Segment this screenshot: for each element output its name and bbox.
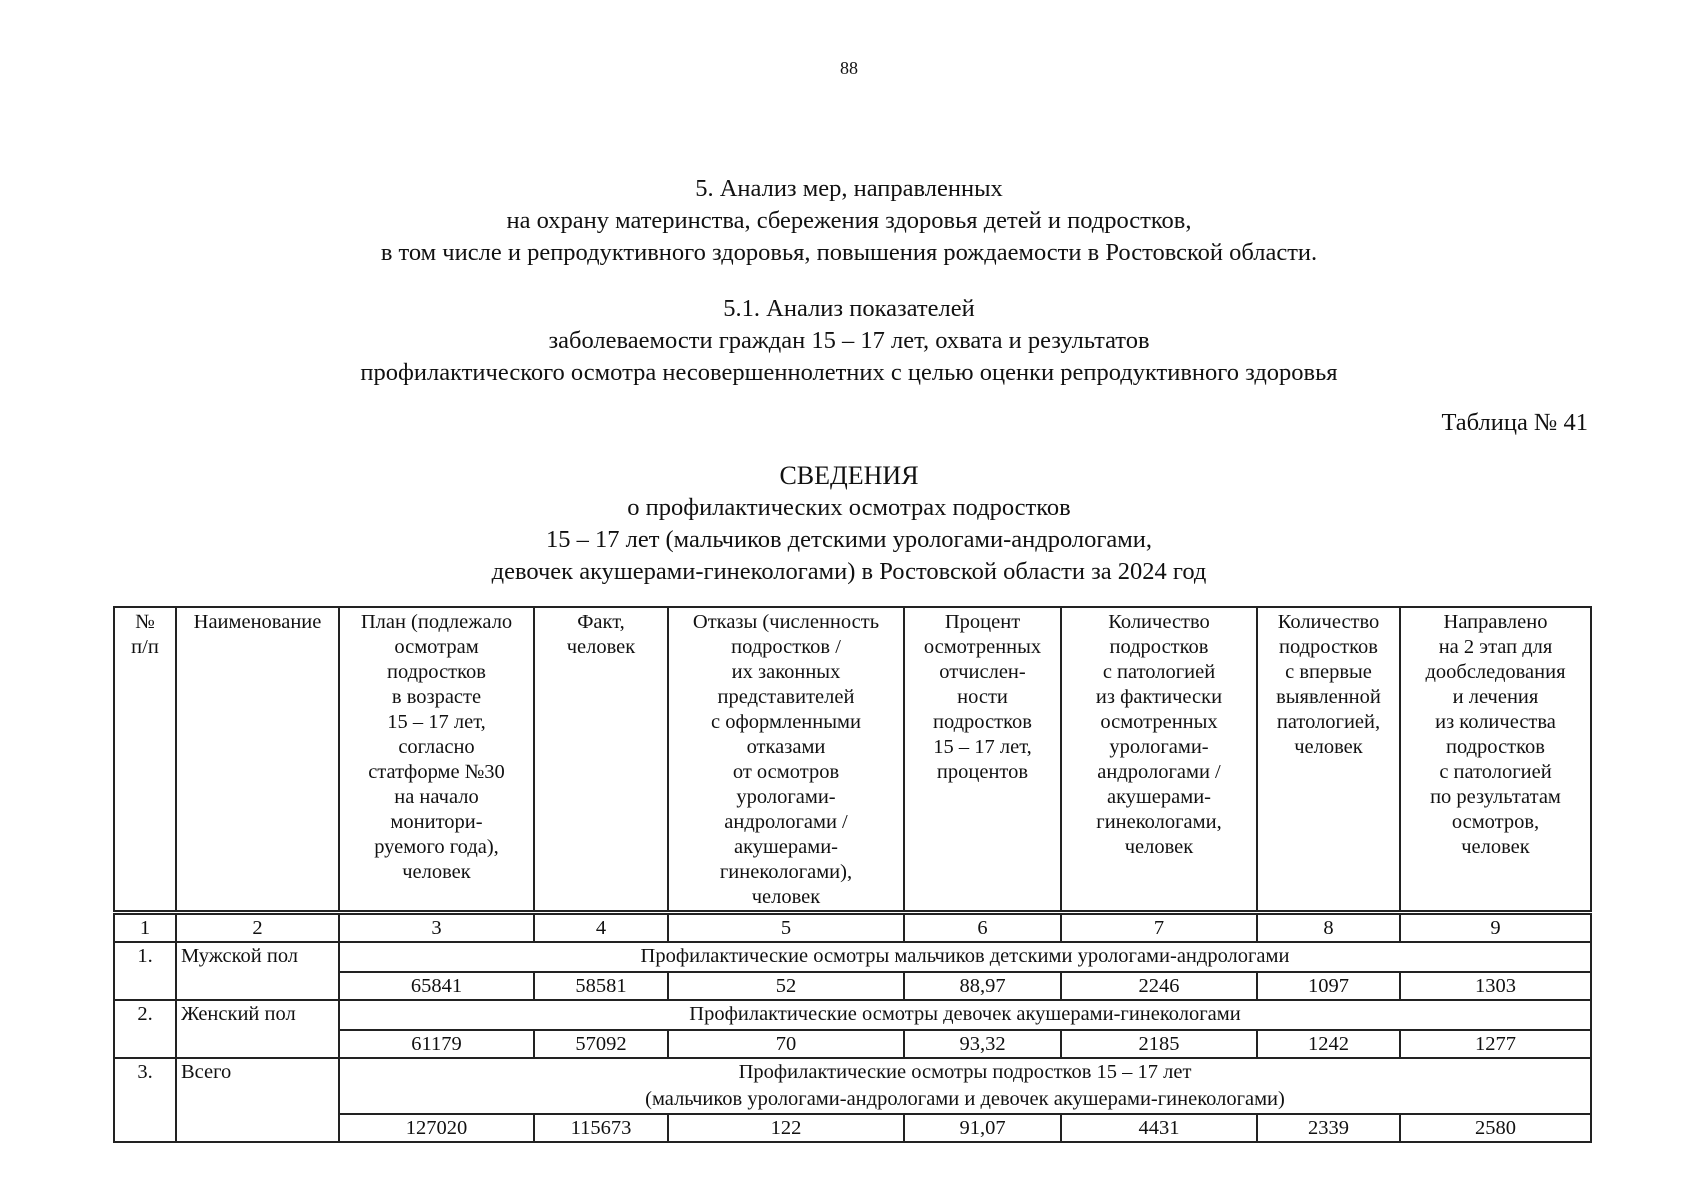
header-text: отказами: [746, 736, 826, 758]
section-title-cell: [339, 942, 1591, 972]
row-name-cell: Женский пол: [176, 1000, 339, 1058]
header-text: отчислен-: [939, 661, 1026, 683]
value-cell: 52: [668, 972, 904, 1000]
header-text: руемого года),: [374, 836, 499, 858]
header-text: урологами-: [736, 786, 836, 808]
value-cell: 70: [668, 1030, 904, 1058]
value-cell: 115673: [534, 1114, 668, 1142]
header-text: 15 – 17 лет,: [387, 711, 486, 733]
value-cell: 88,97: [904, 972, 1061, 1000]
header-text: гинекологами),: [719, 861, 853, 883]
header-text: с оформленными: [711, 711, 861, 733]
header-text: по результатам: [1430, 786, 1561, 808]
subsection-heading: [0, 293, 1698, 389]
header-text: Процент: [944, 611, 1021, 633]
header-text: из фактически: [1095, 686, 1223, 708]
header-cell: [114, 607, 176, 913]
header-text: человек: [1461, 836, 1530, 858]
value-cell: 2185: [1061, 1030, 1257, 1058]
header-text: подростков: [1109, 636, 1209, 658]
examinations-table: [113, 606, 1592, 1143]
row-number-cell: 3.: [114, 1058, 176, 1142]
page-number: 88: [840, 58, 858, 78]
column-number-cell: 8: [1257, 913, 1400, 943]
section-row: [114, 1058, 1591, 1114]
value-cell: 57092: [534, 1030, 668, 1058]
header-text: Количество: [1108, 611, 1210, 633]
header-text: человек: [1294, 736, 1363, 758]
table-label: Таблица № 41: [1441, 409, 1588, 436]
value-cell: 2339: [1257, 1114, 1400, 1142]
header-text: Факт,: [577, 611, 625, 633]
header-text: ности: [957, 686, 1008, 708]
header-text: подростков: [387, 661, 486, 683]
header-text: в возрасте: [391, 686, 482, 708]
header-cell: [668, 607, 904, 913]
header-text: №: [135, 611, 155, 633]
header-text: п/п: [131, 636, 159, 658]
value-cell: 1277: [1400, 1030, 1591, 1058]
header-cell: [534, 607, 668, 913]
header-text: согласно: [398, 736, 475, 758]
header-text: с патологией: [1102, 661, 1216, 683]
table-title-line: СВЕДЕНИЯ: [779, 461, 919, 490]
column-number-cell: 1: [114, 913, 176, 943]
header-text: осмотрам: [394, 636, 479, 658]
header-text: на начало: [394, 786, 479, 808]
header-text: осмотров,: [1451, 811, 1540, 833]
value-cell: 58581: [534, 972, 668, 1000]
header-text: с патологией: [1439, 761, 1552, 783]
column-number-cell: 5: [668, 913, 904, 943]
column-number-cell: 3: [339, 913, 534, 943]
heading-line: профилактического осмотра несовершеннолетних с целью оценки репродуктивного здоровья: [360, 359, 1338, 386]
row-name-cell: Мужской пол: [176, 942, 339, 1000]
header-text: из количества: [1435, 711, 1556, 733]
column-number-cell: 4: [534, 913, 668, 943]
column-number-cell: 7: [1061, 913, 1257, 943]
header-text: выявленной: [1276, 686, 1381, 708]
section-row: [114, 942, 1591, 972]
value-cell: 2246: [1061, 972, 1257, 1000]
value-cell: 2580: [1400, 1114, 1591, 1142]
value-cell: 1242: [1257, 1030, 1400, 1058]
row-name-cell: Всего: [176, 1058, 339, 1142]
heading-line: заболеваемости граждан 15 – 17 лет, охвата и результатов: [548, 327, 1150, 354]
heading-line: на охрану материнства, сбережения здоровья детей и подростков,: [506, 207, 1192, 234]
row-number-cell: 1.: [114, 942, 176, 1000]
header-text: осмотренных: [923, 636, 1042, 658]
header-cell: [1400, 607, 1591, 913]
header-text: Наименование: [193, 611, 322, 633]
section-title-cell: [339, 1058, 1591, 1114]
section-heading: [0, 173, 1698, 269]
section-title-text: Профилактические осмотры мальчиков детскими урологами-андрологами: [640, 945, 1290, 967]
value-cell: 1097: [1257, 972, 1400, 1000]
header-text: подростков: [933, 711, 1032, 733]
header-row: [114, 607, 1591, 913]
header-text: и лечения: [1452, 686, 1539, 708]
value-cell: 93,32: [904, 1030, 1061, 1058]
table-title-line: 15 – 17 лет (мальчиков детскими урологами-андрологами,: [545, 526, 1153, 553]
table-title-line: девочек акушерами-гинекологами) в Ростовской области за 2024 год: [491, 558, 1207, 585]
heading-line: 5.1. Анализ показателей: [723, 295, 975, 322]
header-text: акушерами-: [1106, 786, 1212, 808]
header-cell: [1257, 607, 1400, 913]
header-text: патологией,: [1276, 711, 1381, 733]
header-cell: [176, 607, 339, 913]
section-title-text: Профилактические осмотры подростков 15 – 17 лет: [738, 1061, 1192, 1083]
table-title: [0, 460, 1698, 588]
value-cell: 4431: [1061, 1114, 1257, 1142]
header-text: План (подлежало: [360, 611, 513, 633]
header-text: монитори-: [390, 811, 483, 833]
header-text: 15 – 17 лет,: [933, 736, 1032, 758]
header-cell: [339, 607, 534, 913]
header-text: человек: [566, 636, 636, 658]
header-text: гинекологами,: [1096, 811, 1222, 833]
header-text: процентов: [936, 761, 1029, 783]
section-title-text: (мальчиков урологами-андрологами и девочек акушерами-гинекологами): [645, 1088, 1285, 1110]
header-text: дообследования: [1425, 661, 1566, 683]
header-text: Количество: [1277, 611, 1380, 633]
section-title-cell: [339, 1000, 1591, 1030]
header-text: Отказы (численность: [692, 611, 880, 633]
header-text: андрологами /: [1097, 761, 1221, 783]
header-cell: [904, 607, 1061, 913]
header-text: урологами-: [1109, 736, 1209, 758]
header-text: подростков: [1446, 736, 1545, 758]
header-text: человек: [402, 861, 471, 883]
header-text: Направлено: [1443, 611, 1548, 633]
row-number-cell: 2.: [114, 1000, 176, 1058]
header-text: их законных: [731, 661, 841, 683]
value-cell: 1303: [1400, 972, 1591, 1000]
section-row: [114, 1000, 1591, 1030]
column-number-cell: 6: [904, 913, 1061, 943]
header-text: от осмотров: [732, 761, 840, 783]
table-title-line: о профилактических осмотрах подростков: [627, 494, 1071, 521]
header-text: акушерами-: [733, 836, 839, 858]
value-cell: 127020: [339, 1114, 534, 1142]
column-number-row: [114, 913, 1591, 943]
header-text: статформе №30: [368, 761, 505, 783]
header-text: человек: [751, 886, 821, 908]
heading-line: 5. Анализ мер, направленных: [695, 175, 1003, 202]
column-number-cell: 9: [1400, 913, 1591, 943]
header-text: представителей: [717, 686, 855, 708]
value-cell: 91,07: [904, 1114, 1061, 1142]
value-cell: 61179: [339, 1030, 534, 1058]
value-cell: 122: [668, 1114, 904, 1142]
header-text: на 2 этап для: [1438, 636, 1553, 658]
header-text: подростков: [1279, 636, 1378, 658]
header-text: осмотренных: [1100, 711, 1218, 733]
section-title-text: Профилактические осмотры девочек акушерами-гинекологами: [689, 1003, 1241, 1025]
value-cell: 65841: [339, 972, 534, 1000]
header-text: человек: [1124, 836, 1194, 858]
header-text: подростков /: [731, 636, 841, 658]
column-number-cell: 2: [176, 913, 339, 943]
heading-line: в том числе и репродуктивного здоровья, повышения рождаемости в Ростовской области.: [380, 239, 1318, 266]
header-cell: [1061, 607, 1257, 913]
header-text: андрологами /: [724, 811, 848, 833]
header-text: с впервые: [1285, 661, 1372, 683]
